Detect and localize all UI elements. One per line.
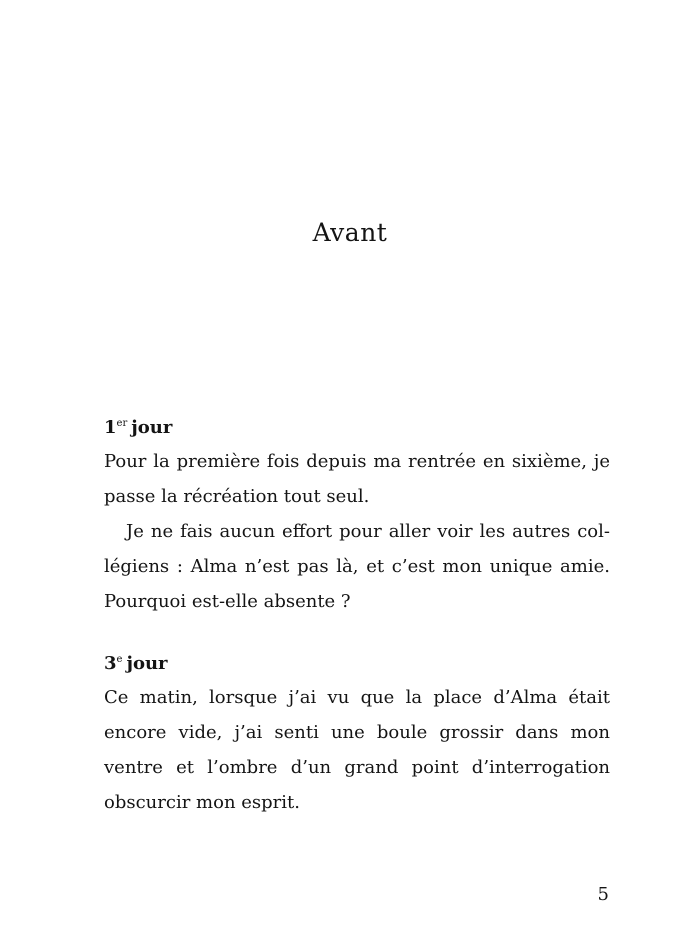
entry-heading [104, 647, 610, 680]
entry-paragraph: Ce matin, lorsque j’ai vu que la place d’Alma était encore vide, j’ai senti une boule grossir dans mon ventre et l’ombre d’un grand point d’interrogation obscurcir mon esprit. [104, 687, 610, 813]
diary-entry-day-1 [104, 411, 610, 619]
diary-entry-day-3 [104, 647, 610, 820]
page-number: 5 [597, 884, 609, 905]
day-suffix: e [116, 654, 123, 665]
day-word: jour [131, 417, 173, 438]
chapter-title: Avant [312, 218, 388, 247]
entry-heading [104, 411, 610, 444]
day-number: 3 [104, 653, 117, 674]
day-word: jour [126, 653, 168, 674]
day-number: 1 [104, 417, 117, 438]
entry-paragraph: Pour la première fois depuis ma rentrée en sixième, je passe la récréation tout seul. [104, 451, 610, 507]
day-suffix: er [116, 418, 128, 429]
entry-paragraph: Je ne fais aucun effort pour aller voir les autres collégiens : Alma n’est pas là, et c’est mon unique amie. Pourquoi est-elle absente ? [104, 521, 610, 612]
